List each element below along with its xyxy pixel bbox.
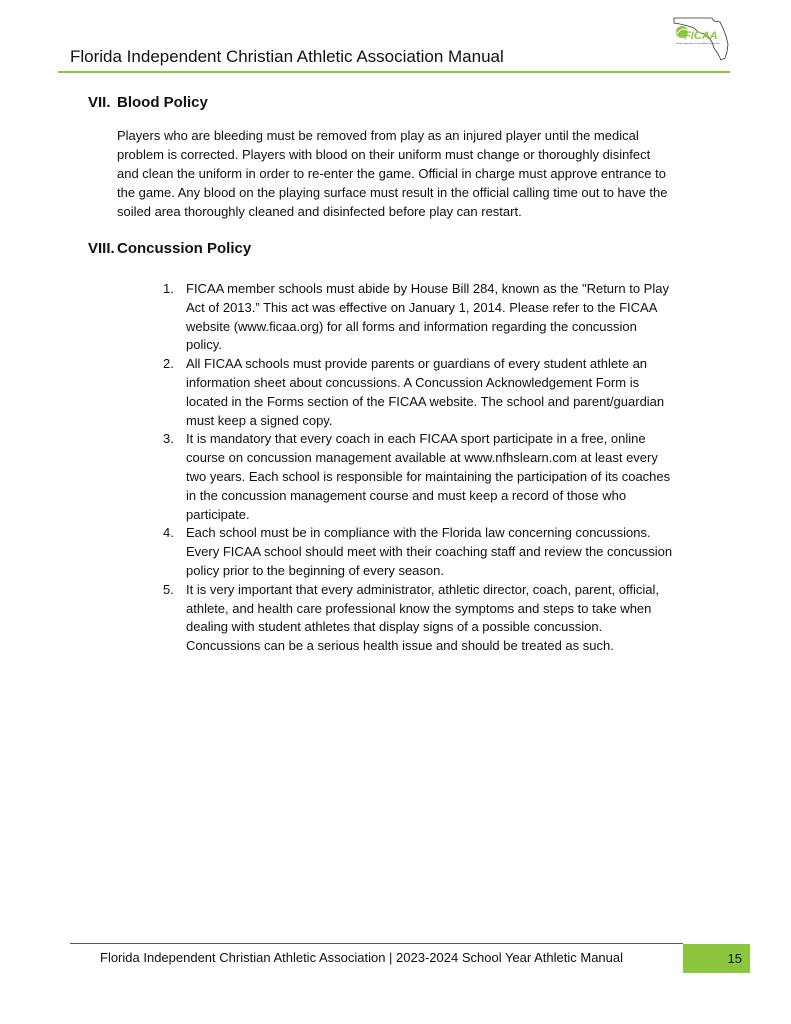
list-item-line: Act of 2013.” This act was effective on January 1, 2014. Please refer to the FICAA: [186, 299, 658, 315]
page-number: 15: [727, 951, 742, 966]
logo-subtitle: Florida Independent Christian Athletic Association: [676, 43, 720, 45]
section-heading-blood-policy: [88, 94, 208, 111]
blood-policy-paragraph: [117, 126, 723, 221]
concussion-policy-list: [160, 280, 730, 656]
list-item-line: policy prior to the beginning of every season.: [186, 562, 444, 578]
list-item: [160, 280, 730, 355]
list-item-line: policy.: [186, 337, 222, 353]
paragraph-line: and clean the uniform in order to re-enter the game. Official in charge must approve entrance to: [117, 166, 666, 181]
list-item-line: It is mandatory that every coach in each FICAA sport participate in a free, online: [186, 431, 646, 447]
list-marker: 5.: [163, 581, 174, 597]
footer-divider: [70, 943, 683, 944]
footer-text: Florida Independent Christian Athletic Association | 2023-2024 School Year Athletic Manual: [100, 950, 623, 965]
paragraph-line: Players who are bleeding must be removed from play as an injured player until the medical: [117, 128, 639, 143]
ficaa-logo: [668, 12, 734, 64]
list-item: [160, 581, 730, 656]
list-item-line: FICAA member schools must abide by House Bill 284, known as the "Return to Play: [186, 281, 669, 296]
page-header-title: Florida Independent Christian Athletic Association Manual: [70, 47, 504, 66]
list-item-line: It is very important that every administrator, athletic director, coach, parent, official,: [186, 581, 660, 597]
list-item-line: Each school must be in compliance with the Florida law concerning concussions.: [186, 525, 651, 541]
page-number-box: [683, 944, 750, 973]
header-divider: [58, 71, 730, 73]
section-heading-concussion-policy: [88, 240, 251, 257]
list-item: [160, 524, 730, 580]
list-item-line: Every FICAA school should meet with their coaching staff and review the concussion: [186, 544, 673, 560]
list-item-line: in the concussion management course and must keep a record of those who: [186, 487, 627, 503]
paragraph-line: soiled area thoroughly cleaned and disinfected before play can restart.: [117, 204, 522, 219]
list-marker: 1.: [163, 281, 174, 296]
section-title: Blood Policy: [117, 94, 208, 111]
section-number: VIII.: [88, 240, 115, 257]
list-item-line: athlete, and health care professional know the symptoms and steps to take when: [186, 600, 652, 616]
list-item: [160, 430, 730, 524]
list-item: [160, 355, 730, 430]
list-item-line: Concussions can be a serious health issue and should be treated as such.: [186, 638, 614, 654]
list-item-line: All FICAA schools must provide parents or guardians of every student athlete an: [186, 356, 648, 372]
section-title: Concussion Policy: [117, 240, 252, 257]
list-marker: 4.: [163, 525, 174, 541]
paragraph-line: problem is corrected. Players with blood on their uniform must change or thoroughly disinfect: [117, 147, 651, 162]
list-item-line: must keep a signed copy.: [186, 412, 333, 428]
list-item-line: located in the Forms section of the FICAA website. The school and parent/guardian: [186, 393, 665, 409]
paragraph-line: the game. Any blood on the playing surface must result in the official calling time out to have the: [117, 185, 668, 200]
list-item-line: course on concussion management available at www.nfhslearn.com at least every: [186, 450, 658, 466]
list-item-line: information sheet about concussions. A Concussion Acknowledgement Form is: [186, 374, 640, 390]
list-item-line: two years. Each school is responsible for maintaining the participation of its coaches: [186, 468, 671, 484]
list-marker: 3.: [163, 431, 174, 447]
list-item-line: dealing with student athletes that display signs of a possible concussion.: [186, 619, 603, 635]
logo-text: FICAA: [684, 30, 718, 42]
list-item-line: website (www.ficaa.org) for all forms and information regarding the concussion: [186, 318, 637, 334]
section-number: VII.: [88, 94, 111, 111]
list-item-line: participate.: [186, 506, 250, 522]
list-marker: 2.: [163, 356, 174, 372]
